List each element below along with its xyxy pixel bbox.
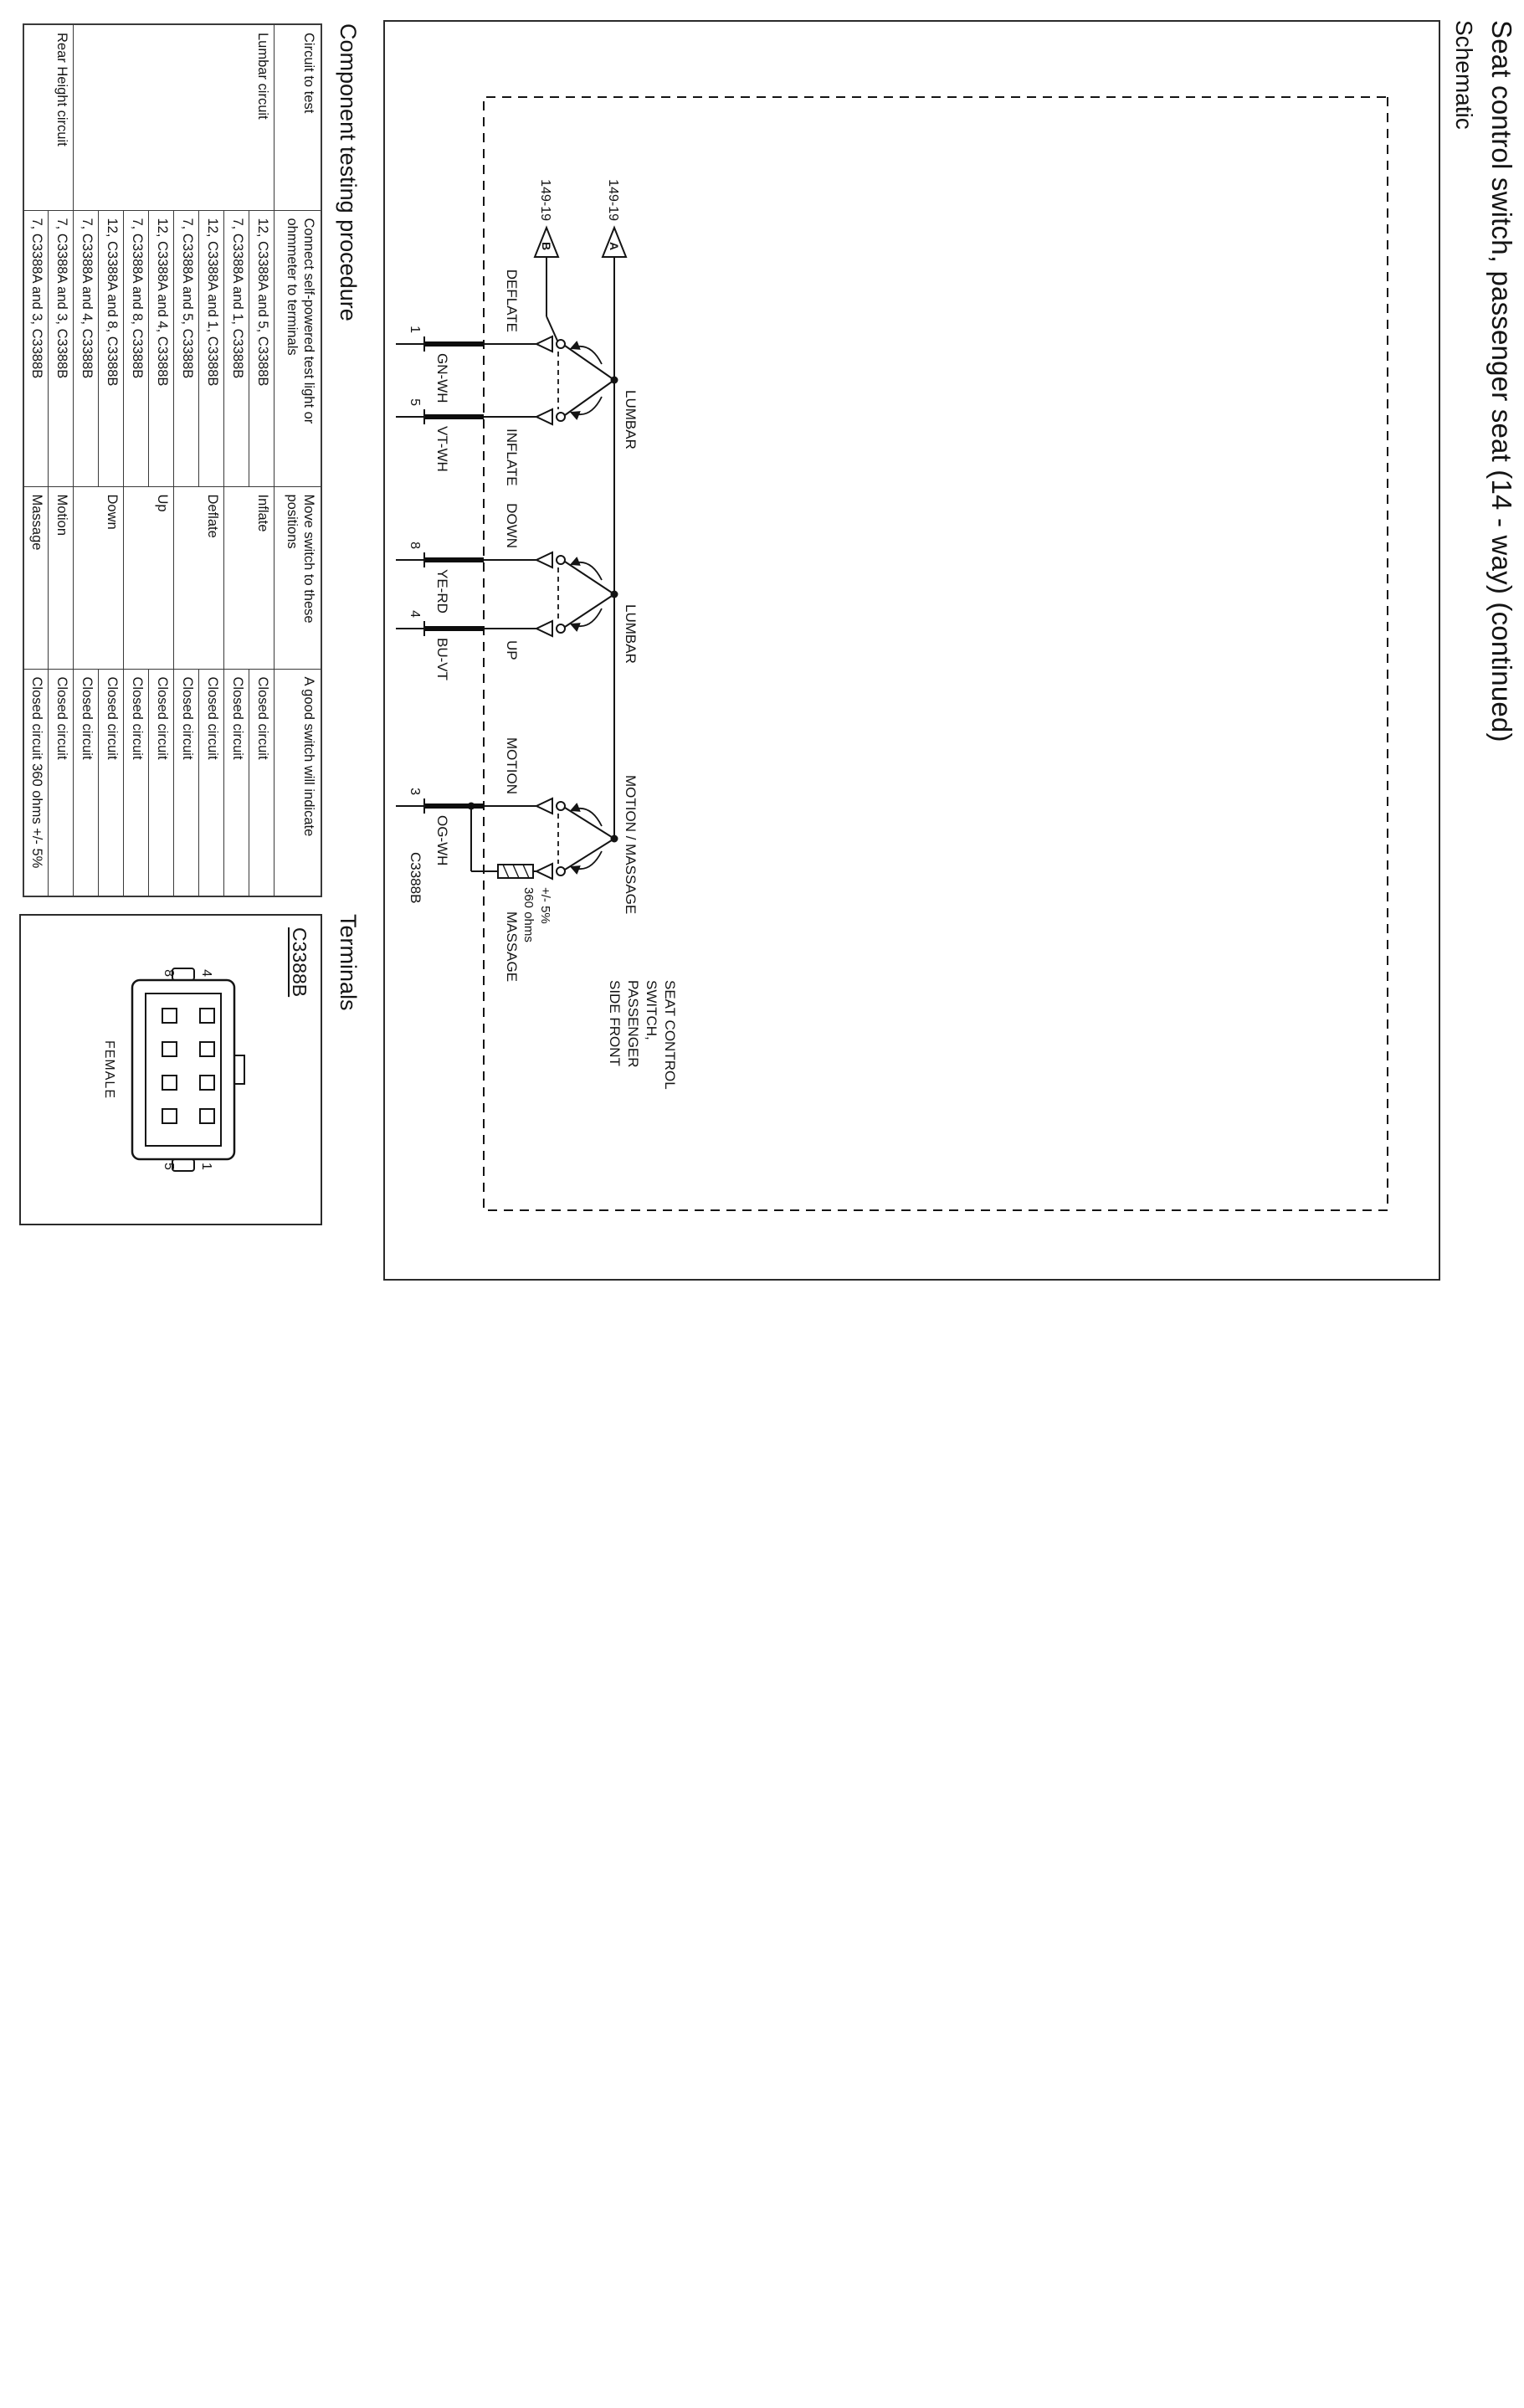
bus-label-lumbar-2: LUMBAR bbox=[623, 604, 639, 664]
pin-number: 5 bbox=[408, 398, 422, 406]
result-cell: Closed circuit bbox=[249, 669, 275, 896]
column-header-position: Move switch to these positions bbox=[275, 486, 321, 669]
table-row bbox=[49, 24, 74, 896]
schematic-heading: Schematic bbox=[1451, 20, 1477, 130]
switch-label-motion: MOTION bbox=[504, 737, 520, 794]
bus-label-motion-massage: MOTION / MASSAGE bbox=[623, 775, 639, 915]
page-title: Seat control switch, passenger seat (14 - way) (continued) bbox=[1486, 20, 1517, 742]
connector-pin-1-label: 1 bbox=[199, 1163, 213, 1170]
table-header-row bbox=[275, 24, 321, 896]
position-cell: Down bbox=[74, 486, 124, 669]
caption-line: SIDE FRONT bbox=[607, 980, 623, 1066]
circuit-cell: Rear Height circuit bbox=[23, 24, 74, 210]
connector-face-drawing bbox=[99, 965, 254, 1174]
switch-label-down: DOWN bbox=[504, 503, 520, 548]
switch-commons bbox=[565, 346, 618, 870]
circuit-cell: Lumbar circuit bbox=[74, 24, 275, 210]
terminals-cell: 7, C3388A and 3, C3388B bbox=[49, 210, 74, 486]
testing-heading: Component testing procedure bbox=[336, 23, 361, 321]
terminals-cell: 7, C3388A and 3, C3388B bbox=[23, 210, 49, 486]
schematic-connector-label: C3388B bbox=[408, 852, 423, 904]
result-cell: Closed circuit bbox=[74, 669, 99, 896]
terminals-cell: 7, C3388A and 8, C3388B bbox=[124, 210, 149, 486]
pin-number: 8 bbox=[408, 542, 422, 549]
result-cell: Closed circuit bbox=[199, 669, 224, 896]
switch-label-inflate: INFLATE bbox=[504, 429, 520, 486]
result-cell: Closed circuit 360 ohms +/- 5% bbox=[23, 669, 49, 896]
circuit-ref-a-number: 149-19 bbox=[606, 179, 620, 221]
terminals-cell: 12, C3388A and 5, C3388B bbox=[249, 210, 275, 486]
circuit-ref-a bbox=[603, 179, 626, 839]
wire-color-label: GN-WH bbox=[434, 353, 450, 403]
circuit-ref-b-letter: B bbox=[540, 241, 553, 251]
connector-id-label: C3388B bbox=[289, 927, 310, 998]
terminals-cell: 12, C3388A and 4, C3388B bbox=[149, 210, 174, 486]
switch-label-deflate: DEFLATE bbox=[504, 269, 520, 332]
connector-area bbox=[95, 927, 254, 1212]
wire-color-label: BU-VT bbox=[434, 638, 450, 680]
terminals-cell: 7, C3388A and 1, C3388B bbox=[224, 210, 249, 486]
result-cell: Closed circuit bbox=[49, 669, 74, 896]
circuit-ref-b bbox=[535, 179, 558, 341]
column-header-circuit: Circuit to test bbox=[275, 24, 321, 210]
connector-pin-5-label: 5 bbox=[162, 1163, 176, 1170]
resistor-tolerance-label: +/- 5% bbox=[538, 887, 552, 924]
position-cell: Inflate bbox=[224, 486, 275, 669]
result-cell: Closed circuit bbox=[174, 669, 199, 896]
pin-number: 4 bbox=[408, 610, 422, 618]
connector-pin-8-label: 8 bbox=[162, 969, 176, 977]
result-cell: Closed circuit bbox=[124, 669, 149, 896]
wire-pin-8 bbox=[396, 542, 536, 614]
caption-line: SWITCH, bbox=[644, 980, 659, 1040]
resistor-value-label: 360 ohms bbox=[521, 887, 536, 942]
column-header-terminals: Connect self-powered test light or ohmmeter to terminals bbox=[275, 210, 321, 486]
wire-color-label: VT-WH bbox=[434, 426, 450, 472]
position-cell: Motion bbox=[49, 486, 74, 669]
connector-gender-label: FEMALE bbox=[102, 1040, 116, 1100]
schematic-figure bbox=[383, 20, 1440, 1281]
circuit-ref-b-number: 149-19 bbox=[538, 179, 552, 221]
result-cell: Closed circuit bbox=[99, 669, 124, 896]
schematic-caption bbox=[607, 980, 678, 1090]
bus-label-lumbar-1: LUMBAR bbox=[623, 390, 639, 449]
schematic-drawing bbox=[385, 22, 1439, 1279]
table-row bbox=[249, 24, 275, 896]
position-cell: Deflate bbox=[174, 486, 224, 669]
position-cell: Up bbox=[124, 486, 174, 669]
terminals-heading: Terminals bbox=[336, 914, 361, 1011]
switch-action-arrows bbox=[572, 347, 602, 869]
wire-pin-1 bbox=[396, 326, 536, 403]
caption-line: SEAT CONTROL bbox=[662, 980, 678, 1090]
pin-number: 1 bbox=[408, 326, 422, 333]
pin-number: 3 bbox=[408, 788, 422, 795]
switch-label-up: UP bbox=[504, 640, 520, 660]
circuit-ref-a-letter: A bbox=[608, 241, 621, 251]
terminals-cell: 7, C3388A and 4, C3388B bbox=[74, 210, 99, 486]
caption-line: PASSENGER bbox=[625, 980, 641, 1068]
switch-contacts bbox=[536, 336, 565, 879]
component-testing-table bbox=[23, 23, 322, 897]
terminals-cell: 7, C3388A and 5, C3388B bbox=[174, 210, 199, 486]
connector-pin-4-label: 4 bbox=[199, 969, 213, 977]
terminals-cell: 12, C3388A and 1, C3388B bbox=[199, 210, 224, 486]
column-header-result: A good switch will indicate bbox=[275, 669, 321, 896]
testing-table-wrap bbox=[23, 23, 322, 897]
wire-color-label: YE-RD bbox=[434, 569, 450, 614]
result-cell: Closed circuit bbox=[149, 669, 174, 896]
wire-color-label: OG-WH bbox=[434, 815, 450, 866]
result-cell: Closed circuit bbox=[224, 669, 249, 896]
position-cell: Massage bbox=[23, 486, 49, 669]
terminals-cell: 12, C3388A and 8, C3388B bbox=[99, 210, 124, 486]
switch-label-massage: MASSAGE bbox=[504, 911, 520, 983]
terminals-box bbox=[19, 914, 322, 1225]
